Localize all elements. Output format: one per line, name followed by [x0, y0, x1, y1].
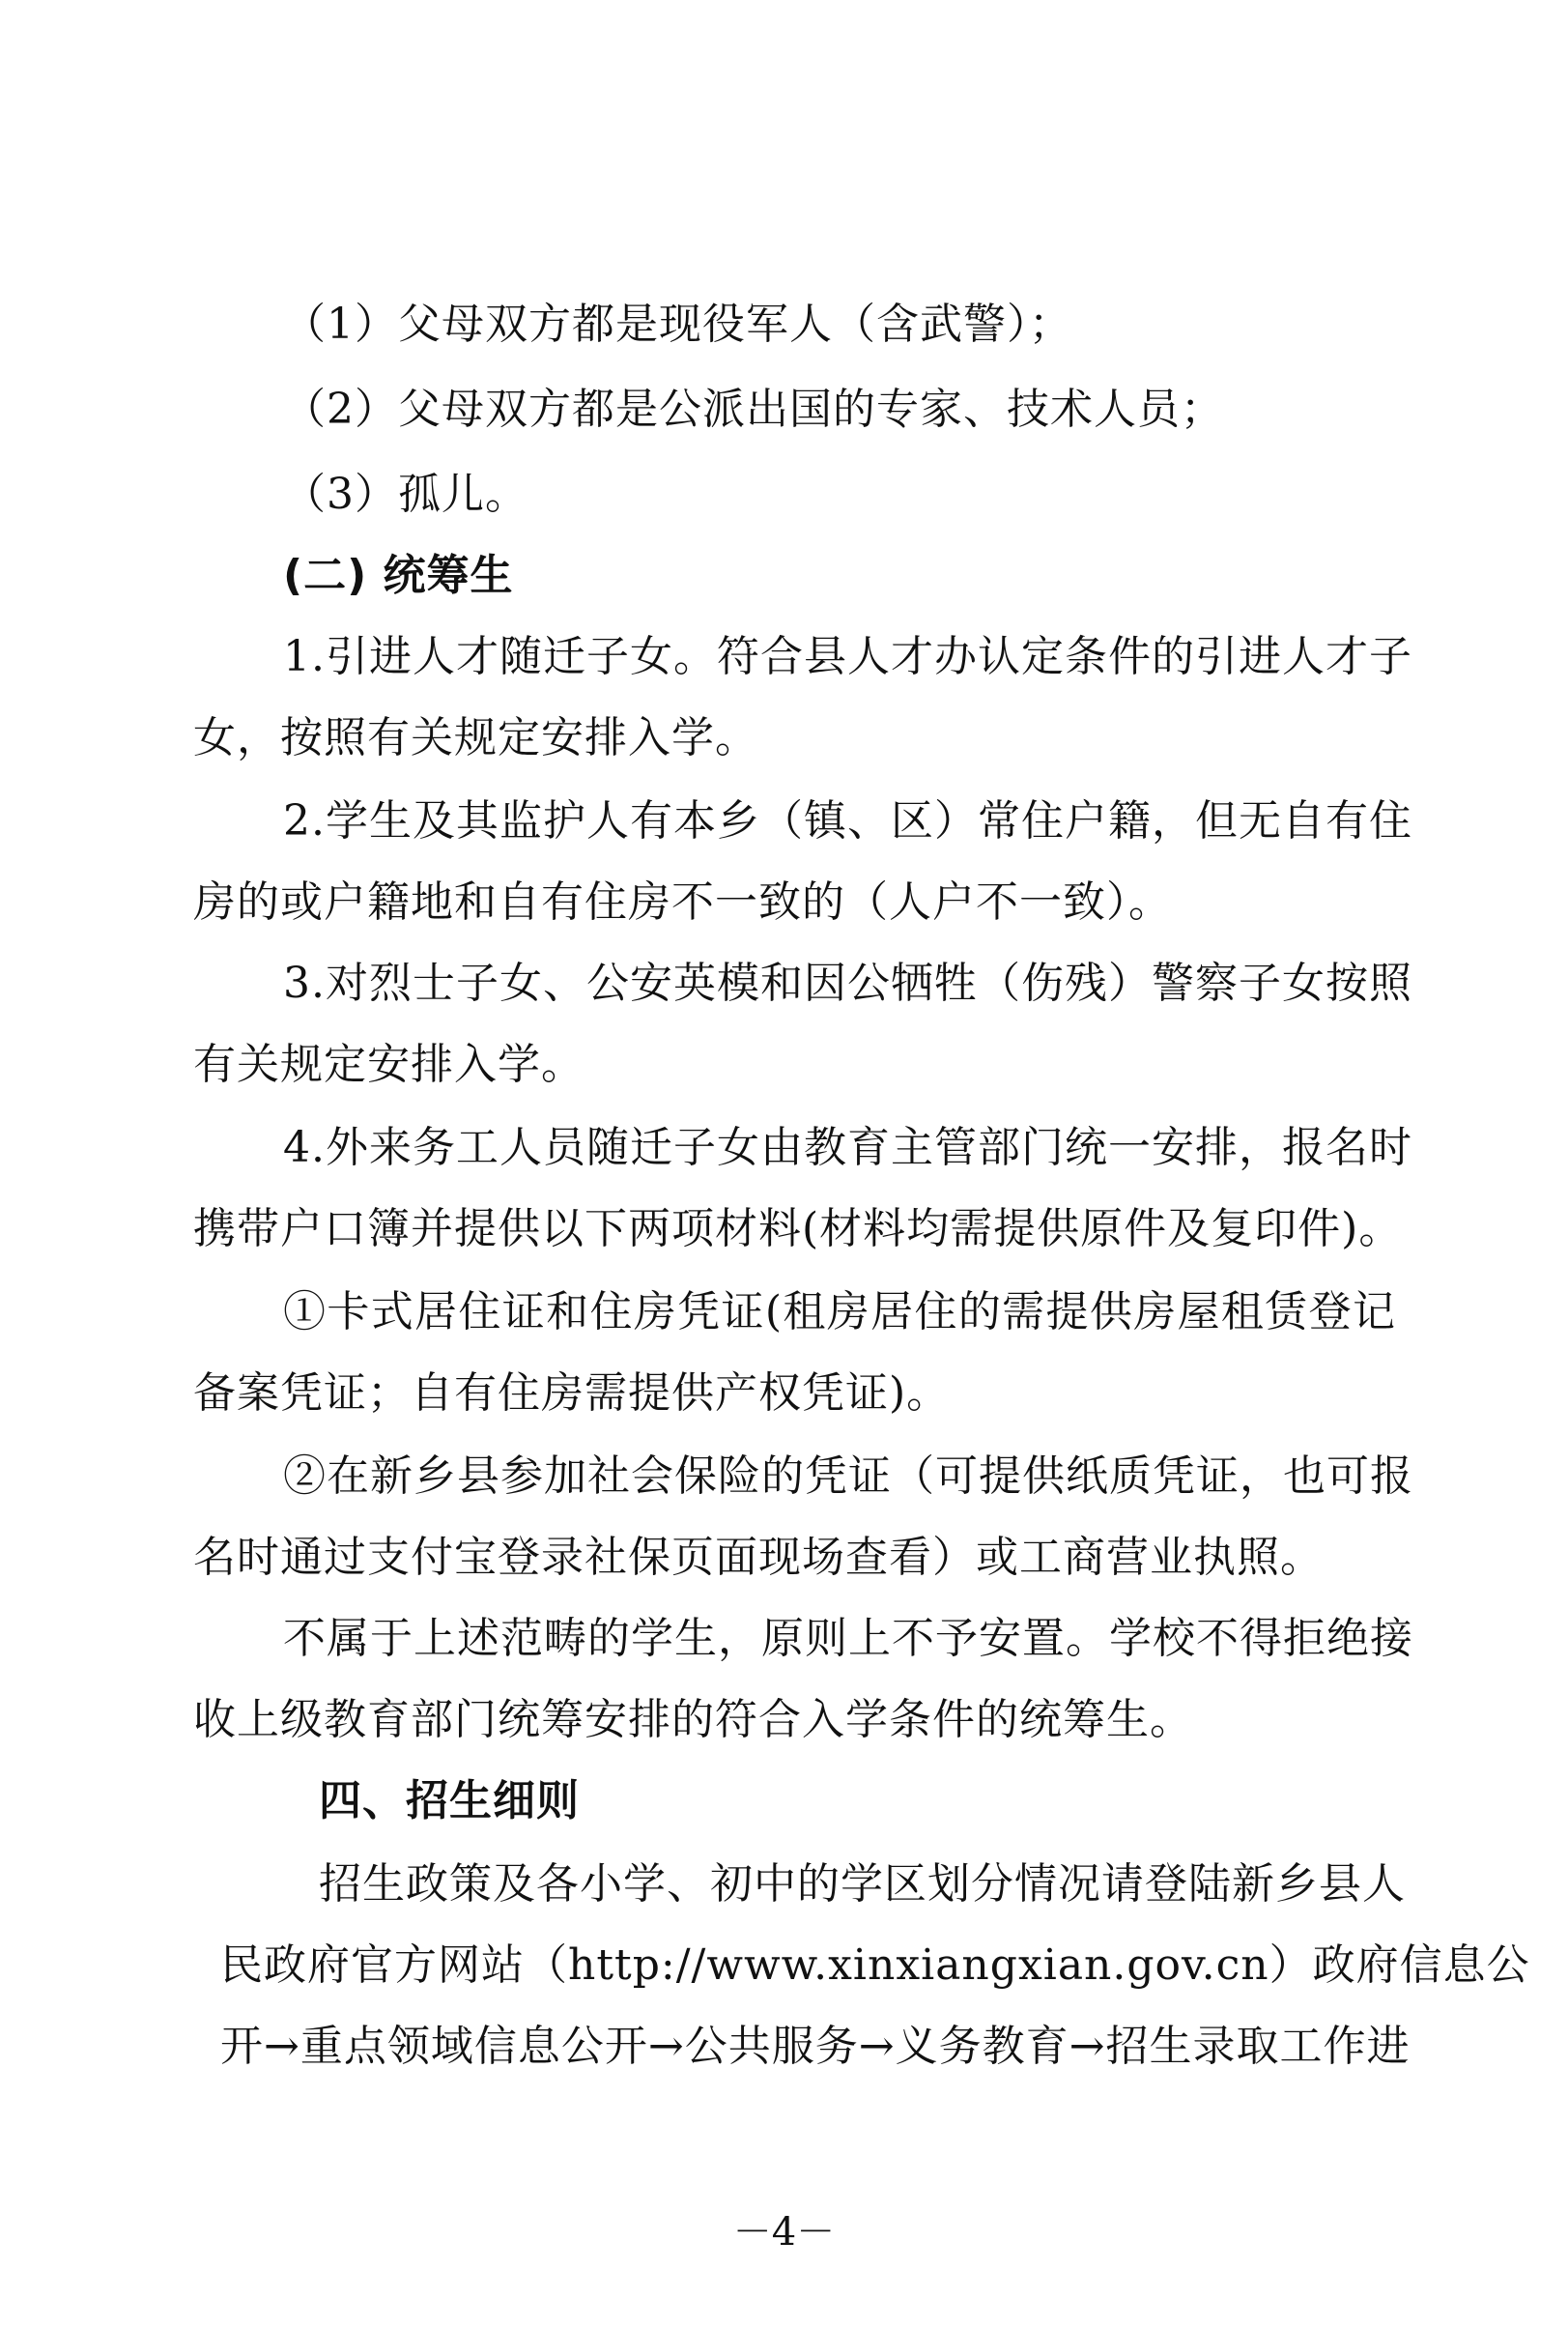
text-line: 女，按照有关规定安排入学。	[193, 713, 758, 762]
text-line: 1.引进人才随迁子女。符合县人才办认定条件的引进人才子	[283, 632, 1412, 681]
text-line-website: 民政府官方网站（http://www.xinxiangxian.gov.cn）政府信息公	[220, 1940, 1530, 1990]
text-line-navigation-path: 开→重点领域信息公开→公共服务→义务教育→招生录取工作进	[220, 2022, 1411, 2071]
text-line: 4.外来务工人员随迁子女由教育主管部门统一安排，报名时	[283, 1123, 1412, 1172]
text-line-parents-abroad: （2）父母双方都是公派出国的专家、技术人员；	[283, 385, 1224, 434]
page-number: －4－	[732, 2210, 836, 2255]
text-line-parents-military: （1）父母双方都是现役军人（含武警）；	[283, 300, 1072, 349]
text-line: 不属于上述范畴的学生，原则上不予安置。学校不得拒绝接	[283, 1614, 1413, 1663]
text-line: 招生政策及各小学、初中的学区划分情况请登陆新乡县人	[319, 1859, 1406, 1909]
text-line-orphan: （3）孤儿。	[283, 470, 528, 519]
text-line: 有关规定安排入学。	[193, 1040, 584, 1089]
text-line: ②在新乡县参加社会保险的凭证（可提供纸质凭证，也可报	[283, 1451, 1413, 1501]
text-line: 3.对烈士子女、公安英模和因公牺牲（伤残）警察子女按照	[283, 959, 1412, 1008]
section-heading-coordinated-students: (二) 统筹生	[283, 551, 514, 600]
text-line: 房的或户籍地和自有住房不一致的（人户不一致）。	[193, 877, 1172, 927]
text-line: ①卡式居住证和住房凭证(租房居住的需提供房屋租赁登记	[283, 1287, 1396, 1336]
text-line: 收上级教育部门统筹安排的符合入学条件的统筹生。	[193, 1695, 1193, 1744]
text-line: 携带户口簿并提供以下两项材料(材料均需提供原件及复印件)。	[193, 1204, 1403, 1253]
text-line: 备案凭证；自有住房需提供产权凭证)。	[193, 1368, 951, 1418]
section-heading-enrollment-details: 四、招生细则	[319, 1776, 580, 1825]
text-line: 名时通过支付宝登录社保页面现场查看）或工商营业执照。	[193, 1533, 1324, 1582]
text-line: 2.学生及其监护人有本乡（镇、区）常住户籍，但无自有住	[283, 796, 1412, 846]
